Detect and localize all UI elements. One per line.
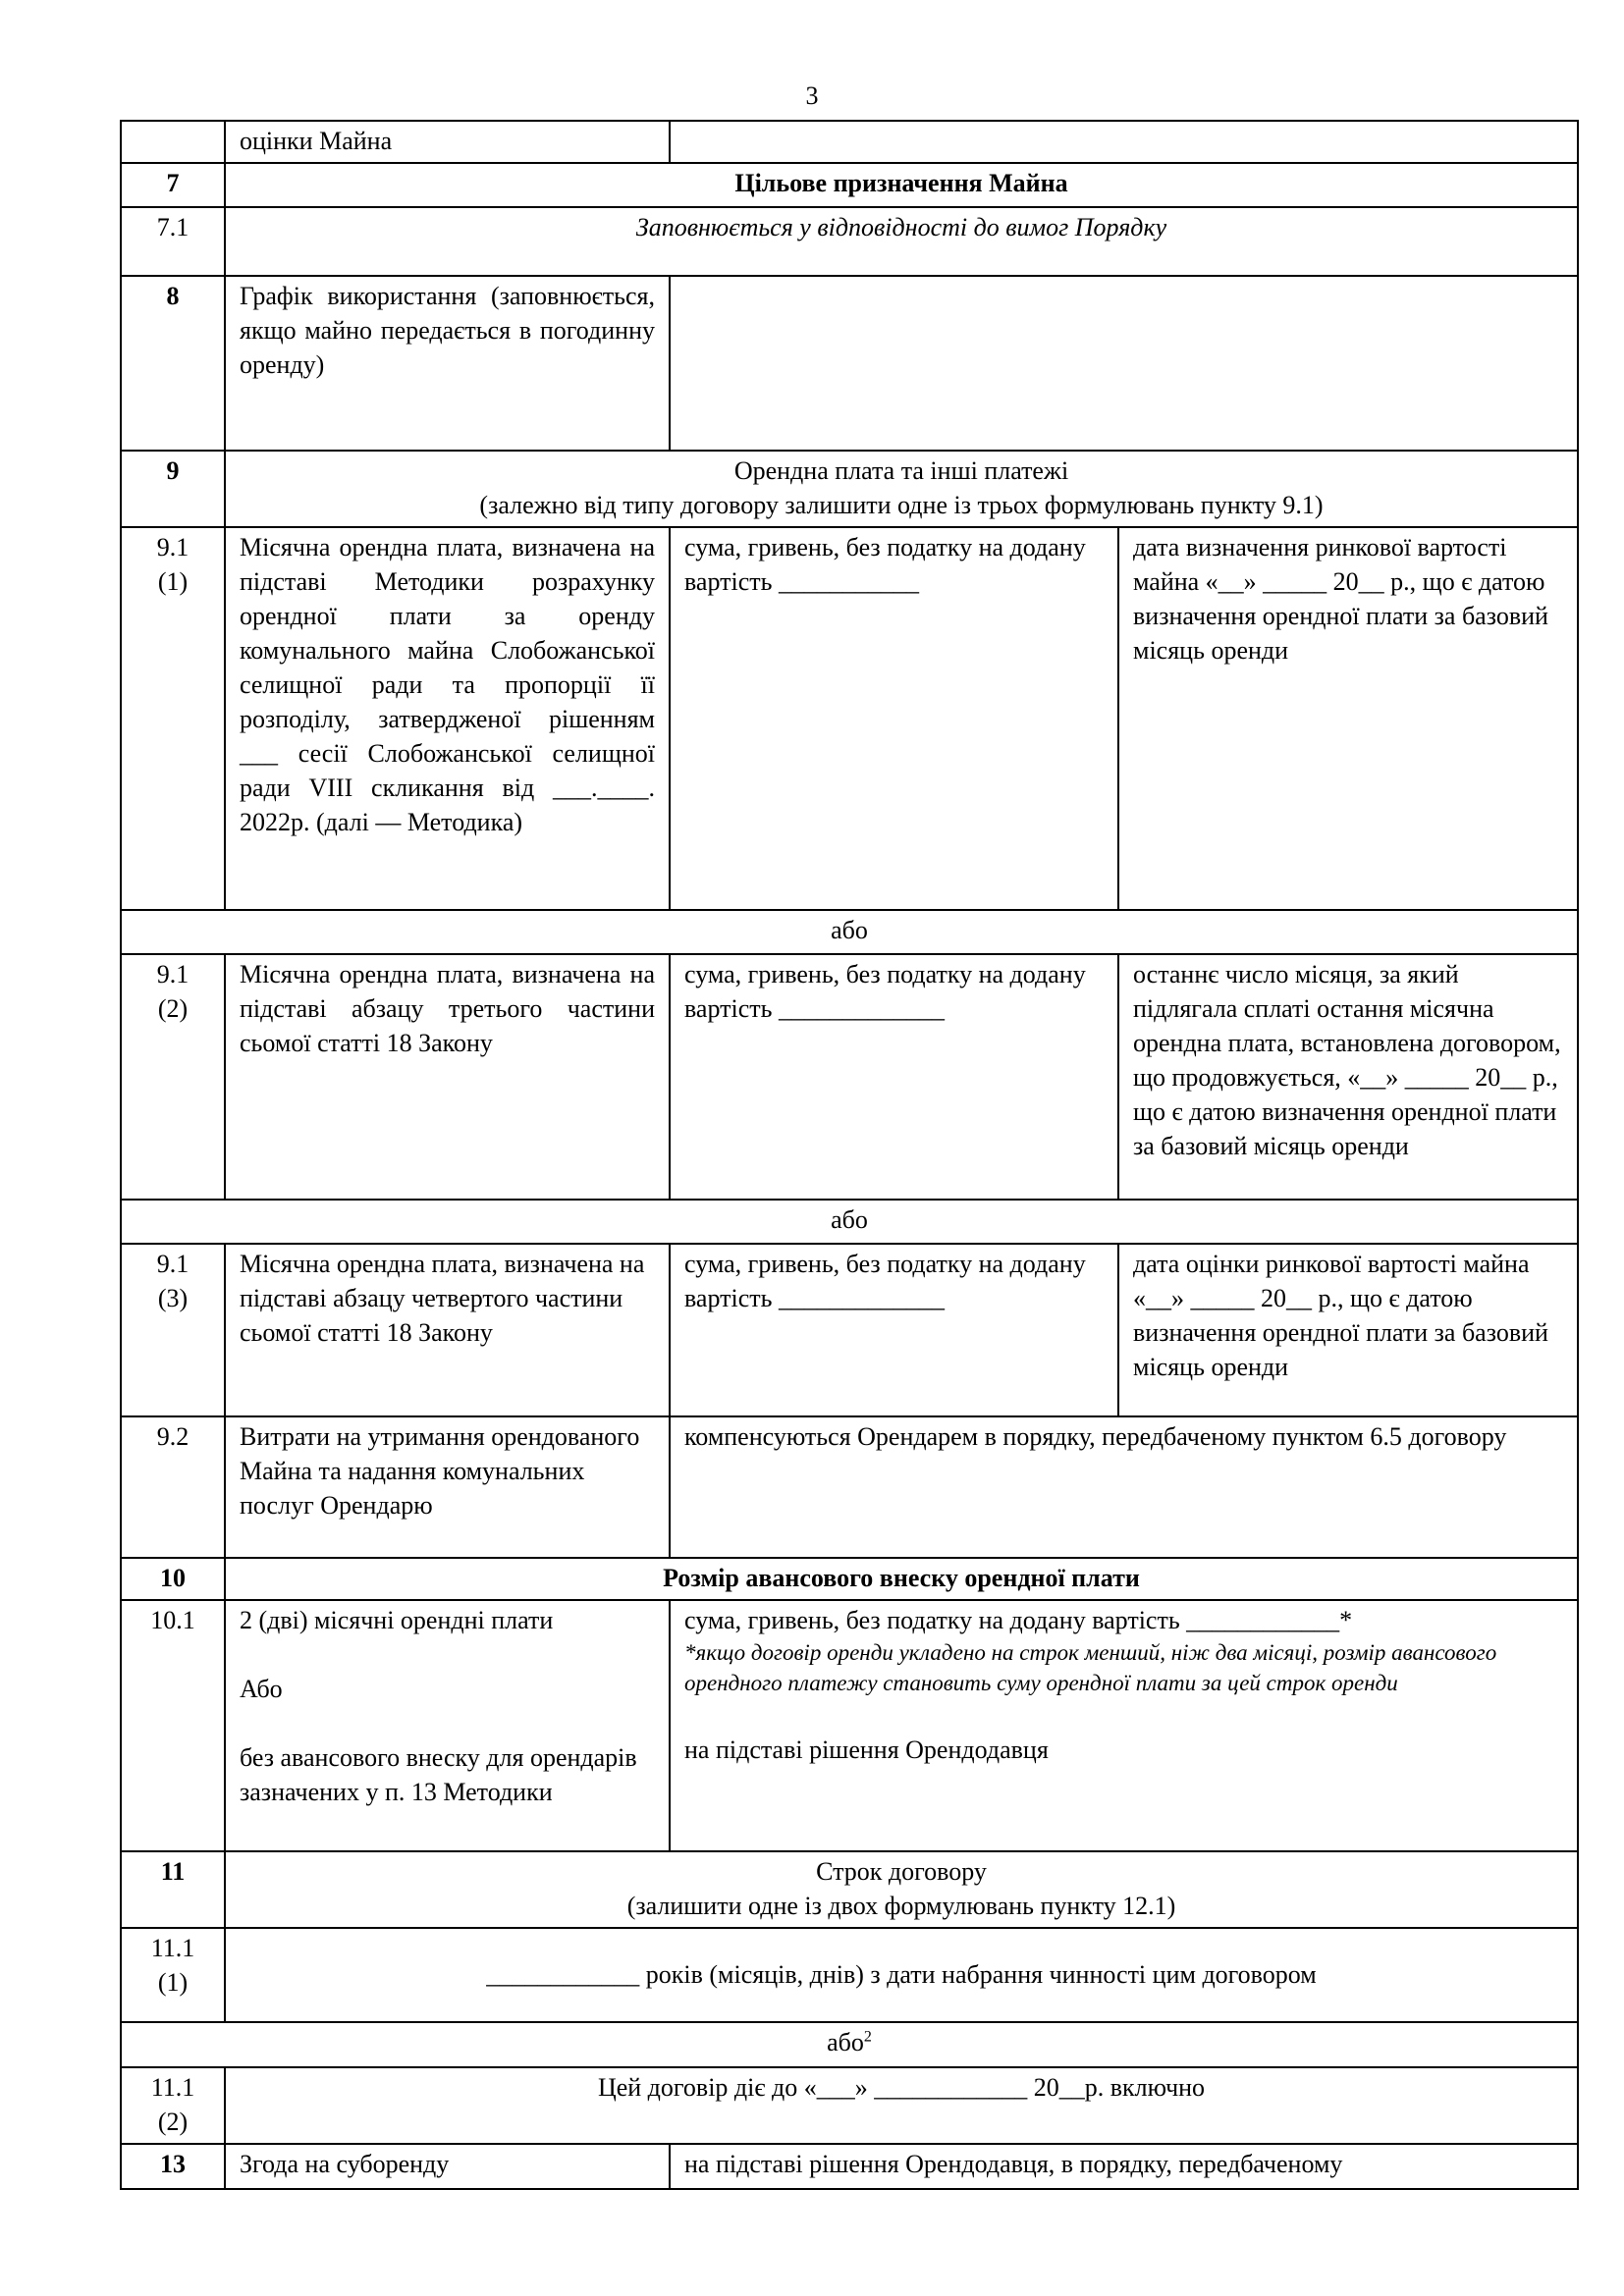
row-number [121,1928,225,2022]
table-row [121,1600,1578,1851]
row-number-main: 9.1 [156,960,189,988]
row-label: оцінки Майна [225,121,670,163]
or-row [121,1200,1578,1244]
row-number-variant: (2) [157,2108,189,2136]
footnote-ref: 2 [863,2028,872,2046]
section-header [225,451,1578,527]
row-amount: сума, гривень, без податку на додану вартість ____________* [684,1606,1353,1634]
section-row-10 [121,1558,1578,1600]
section-header [225,1851,1578,1928]
section-row-8 [121,276,1578,451]
row-label [225,1600,670,1851]
section-number: 13 [121,2144,225,2189]
or-word: або [827,2028,864,2056]
table-row [121,1244,1578,1416]
row-number-main: 9.1 [156,533,189,561]
section-subtitle: (залишити одне із двох формулювань пункту 12.1) [626,1892,1176,1920]
row-date: дата визначення ринкової вартості майна «__» _____ 20__ р., що є датою визначення орендної плати за базовий місяць оренди [1118,527,1578,910]
section-number: 9 [121,451,225,527]
or-text [121,2022,1578,2067]
table-row [121,954,1578,1200]
section-number: 11 [121,1851,225,1928]
row-label: Місячна орендна плата, визначена на підставі абзацу четвертого частини сьомої статті 18 Закону [225,1244,670,1416]
row-date: останнє число місяця, за який підлягала сплаті остання місячна орендна плата, встановлена договором, що продовжується, «__» _____ 20__ р., що є датою визначення орендної плати за базовий місяць оренди [1118,954,1578,1200]
row-number [121,527,225,910]
section-title: Цільове призначення Майна [225,163,1578,207]
row-text: Цей договір діє до «___» ____________ 20__р. включно [225,2067,1578,2144]
or-row [121,910,1578,954]
row-label: Витрати на утримання орендованого Майна та надання комунальних послуг Орендарю [225,1416,670,1558]
or-text: або [121,1200,1578,1244]
row-number [121,121,225,163]
row-number-variant: (1) [157,1968,189,1997]
row-value [670,121,1578,163]
section-subtitle: (залежно від типу договору залишити одне із трьох формулювань пункту 9.1) [479,491,1324,519]
row-amount: сума, гривень, без податку на додану вартість _____________ [670,1244,1118,1416]
row-number: 7.1 [121,207,225,276]
section-number: 7 [121,163,225,207]
row-value [670,1600,1578,1851]
table-row [121,207,1578,276]
table-row [121,121,1578,163]
row-number-variant: (1) [157,567,189,596]
table-row [121,1416,1578,1558]
row-text: ____________ років (місяців, днів) з дати набрання чинності цим договором [225,1928,1578,2022]
section-number: 8 [121,276,225,451]
table-row [121,1928,1578,2022]
table-row [121,527,1578,910]
row-decision: на підставі рішення Орендодавця [684,1735,1049,1764]
row-amount: сума, гривень, без податку на додану вартість ___________ [670,527,1118,910]
row-number: 9.2 [121,1416,225,1558]
row-number-main: 11.1 [150,2073,195,2102]
row-number [121,954,225,1200]
row-number: 10.1 [121,1600,225,1851]
section-title: Орендна плата та інші платежі [733,456,1069,485]
row-label: Графік використання (заповнюється, якщо майно передається в погодинну оренду) [225,276,670,451]
option-two-payments: 2 (дві) місячні орендні плати [240,1606,554,1634]
row-label: Місячна орендна плата, визначена на підставі абзацу третього частини сьомої статті 18 Закону [225,954,670,1200]
row-footnote: *якщо договір оренди укладено на строк менший, ніж два місяці, розмір авансового орендного платежу становить суму орендної плати за цей строк оренди [684,1640,1497,1695]
row-text: Заповнюється у відповідності до вимог Порядку [225,207,1578,276]
row-number-variant: (3) [157,1284,189,1312]
section-row-13 [121,2144,1578,2189]
or-text: або [121,910,1578,954]
table-row [121,2067,1578,2144]
option-or: Або [240,1675,283,1703]
row-number [121,1244,225,1416]
section-row-11 [121,1851,1578,1928]
row-date: дата оцінки ринкової вартості майна «__» _____ 20__ р., що є датою визначення орендної плати за базовий місяць оренди [1118,1244,1578,1416]
section-row-9 [121,451,1578,527]
row-number-main: 9.1 [156,1250,189,1278]
or-row [121,2022,1578,2067]
row-amount: сума, гривень, без податку на додану вартість _____________ [670,954,1118,1200]
row-number-main: 11.1 [150,1934,195,1962]
row-number [121,2067,225,2144]
row-value: компенсуються Орендарем в порядку, передбаченому пунктом 6.5 договору [670,1416,1578,1558]
row-number-variant: (2) [157,994,189,1023]
row-label: Місячна орендна плата, визначена на підставі Методики розрахунку орендної плати за оренду комунального майна Слобожанської селищної ради та пропорції її розподілу, затвердженої рішенням ___ сесії Слобожанської селищної ради VIII скликання від ___.____. 2022р. (далі — Методика) [225,527,670,910]
section-title: Строк договору [816,1857,987,1886]
row-value: на підставі рішення Орендодавця, в порядку, передбаченому [670,2144,1578,2189]
section-row-7 [121,163,1578,207]
option-no-advance: без авансового внеску для орендарів зазначених у п. 13 Методики [240,1743,637,1806]
row-label: Згода на суборенду [225,2144,670,2189]
section-number: 10 [121,1558,225,1600]
page-number: 3 [805,81,819,110]
contract-terms-table [120,120,1579,2190]
section-title: Розмір авансового внеску орендної плати [225,1558,1578,1600]
row-value [670,276,1578,451]
